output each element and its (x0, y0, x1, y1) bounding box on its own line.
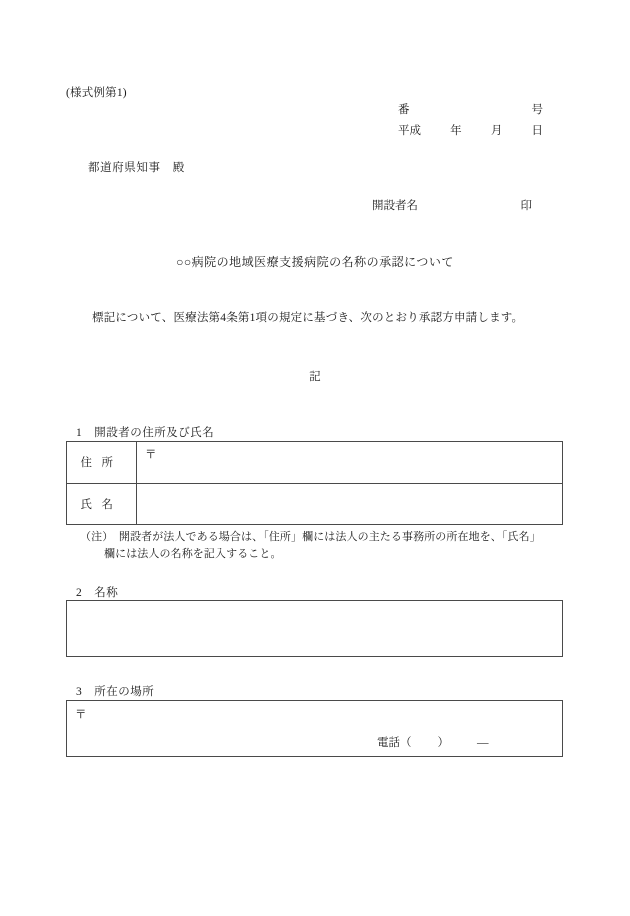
section-1-note (80, 529, 570, 563)
document-number-row (398, 101, 543, 117)
record-mark: 記 (309, 371, 321, 383)
telephone-label: 電話（ (377, 737, 412, 749)
section-3-heading: 3 所在の場所 (76, 686, 155, 698)
name-label-char-1: 氏 (80, 498, 92, 511)
address-label-char-1: 住 (80, 457, 92, 470)
seal-label: 印 (520, 200, 532, 212)
document-date-row (398, 122, 543, 138)
date-month-label: 月 (490, 125, 503, 137)
name-row-label (67, 484, 137, 525)
table-row-name (67, 483, 562, 525)
founder-name-label: 開設者名 (372, 200, 418, 212)
addressee-line: 都道府県知事 殿 (88, 162, 185, 174)
telephone-dash: ― (477, 737, 489, 749)
hospital-name-input-box[interactable] (66, 600, 563, 657)
section-1-heading: 1 開設者の住所及び氏名 (76, 427, 215, 439)
address-input-cell[interactable] (137, 442, 562, 483)
location-input-box[interactable] (66, 700, 563, 757)
document-number-label-right: 号 (531, 104, 543, 116)
section-2-heading: 2 名称 (76, 587, 119, 599)
note-line-2: 欄には法人の名称を記入すること。 (104, 548, 282, 560)
date-day-label: 日 (531, 125, 543, 137)
note-line-1: （注） 開設者が法人である場合は、「住所」欄には法人の主たる事務所の所在地を、「氏名」 (80, 531, 541, 543)
date-era-label: 平成 (398, 125, 421, 137)
form-number-label: (様式例第1) (66, 87, 127, 99)
document-title: ○○病院の地域医療支援病院の名称の承認について (176, 255, 454, 269)
founder-name-row (372, 197, 532, 213)
name-label-char-2: 名 (101, 498, 113, 511)
date-year-label: 年 (450, 125, 462, 137)
address-label-char-2: 所 (101, 457, 113, 470)
telephone-line (377, 734, 489, 750)
postal-code-icon: 〒 (145, 449, 157, 461)
postal-code-icon: 〒 (75, 709, 87, 721)
document-number-label-left: 番 (398, 104, 410, 116)
table-row-address (67, 442, 562, 483)
name-input-cell[interactable] (137, 484, 562, 525)
telephone-close-paren: ） (437, 737, 449, 749)
address-name-table (66, 441, 563, 525)
document-body-text: 標記について、医療法第4条第1項の規定に基づき、次のとおり承認方申請します。 (92, 312, 524, 324)
address-row-label (67, 442, 137, 483)
